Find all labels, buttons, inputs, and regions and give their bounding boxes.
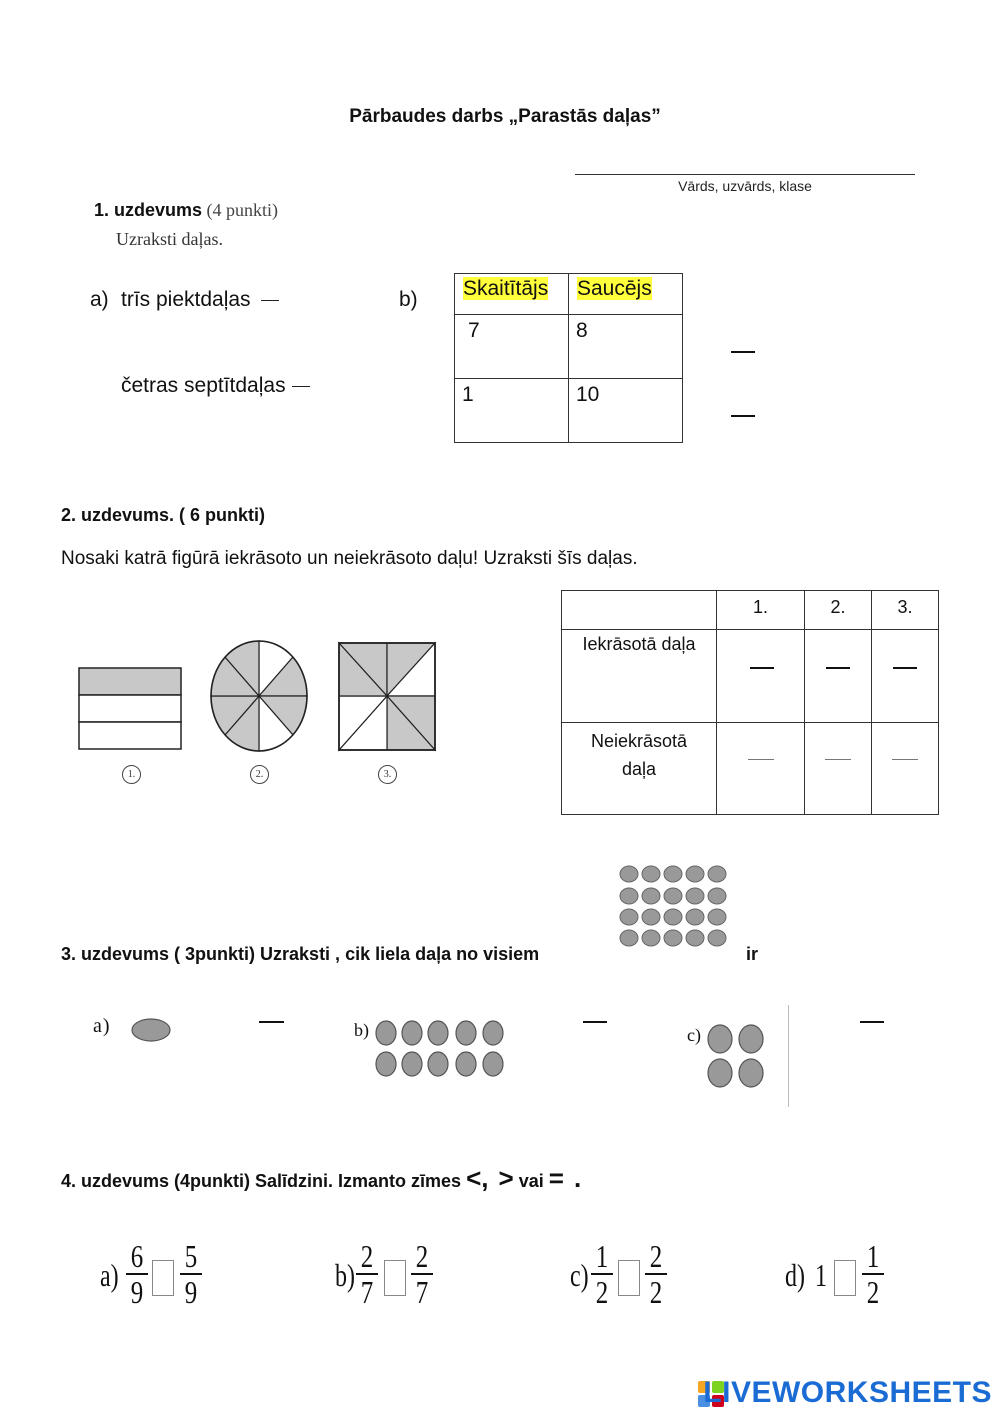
dots-group-20 (614, 862, 736, 952)
fraction-b-left (356, 1238, 378, 1310)
answer-cell[interactable] (872, 630, 939, 723)
fraction-answer-dash[interactable] (261, 300, 279, 301)
table-header (569, 274, 683, 315)
fraction-d-right (862, 1238, 884, 1310)
numerator: 1 (595, 1238, 609, 1274)
numerator: 5 (184, 1238, 198, 1274)
name-input-line[interactable] (575, 174, 915, 175)
row-label-unshaded (562, 723, 717, 815)
fraction-answer-dash[interactable] (893, 667, 917, 669)
denominator: 7 (415, 1274, 429, 1310)
numerator: 2 (360, 1238, 374, 1274)
task1-instruction: Uzraksti daļas. (116, 229, 223, 249)
fraction-answer-dash[interactable] (731, 415, 755, 417)
header-numerator: Skaitītājs (463, 277, 549, 300)
fraction-c-right (645, 1238, 667, 1310)
figure-rectangle (79, 668, 181, 749)
cell-value: 7 (468, 319, 480, 342)
figure-label-text: 2. (250, 765, 269, 784)
figure-circle (211, 641, 307, 751)
answer-cell[interactable] (805, 630, 872, 723)
task3-b-label: b) (354, 1020, 369, 1040)
task1-points: (4 punkti) (206, 200, 279, 220)
fraction-b-right (411, 1238, 433, 1310)
row-label-shaded: Iekrāsotā daļa (562, 630, 717, 723)
fraction-c-left (591, 1238, 613, 1310)
task1-a-label: a) (90, 288, 109, 311)
table-header (455, 274, 569, 315)
task2-figures (70, 630, 450, 760)
fraction-answer-dash[interactable] (860, 1021, 884, 1023)
table-cell (455, 315, 569, 379)
symbol-equal: = (548, 1163, 564, 1193)
answer-cell[interactable] (717, 723, 805, 815)
table-header-empty (562, 591, 717, 630)
task1-title: 1. uzdevums (94, 200, 203, 220)
task4-heading: 4. uzdevums (4punkti) Salīdzini. Izmanto zīmes (61, 1171, 462, 1191)
denominator: 2 (595, 1274, 609, 1310)
task1-table (454, 273, 683, 443)
numerator: 1 (866, 1238, 880, 1274)
table-cell (569, 379, 683, 443)
dots-group-1 (130, 1017, 174, 1043)
task1-b-label: b) (399, 288, 418, 311)
fraction-answer-dash[interactable] (259, 1021, 284, 1023)
task4-heading-row (61, 1163, 581, 1194)
fraction-answer-dash[interactable] (292, 386, 310, 387)
table-header: 1. (717, 591, 805, 630)
fraction-answer-dash[interactable] (750, 667, 774, 669)
compare-box-d[interactable] (834, 1260, 856, 1296)
task4-b-label: b) (335, 1257, 355, 1293)
task2-table (561, 590, 939, 815)
fraction-a-left (126, 1238, 148, 1310)
symbol-or: vai (518, 1171, 544, 1191)
table-header: 3. (872, 591, 939, 630)
task4-a-label: a) (100, 1257, 119, 1293)
task2-heading: 2. uzdevums. ( 6 punkti) (61, 505, 266, 525)
figure-label-text: 3. (378, 765, 397, 784)
denominator: 9 (130, 1274, 144, 1310)
cell-value: 1 (462, 383, 474, 406)
symbol-greater: > (498, 1163, 514, 1193)
compare-box-a[interactable] (152, 1260, 174, 1296)
answer-cell[interactable] (872, 723, 939, 815)
symbol-period: . (573, 1163, 582, 1193)
table-cell (569, 315, 683, 379)
denominator: 7 (360, 1274, 374, 1310)
task4-c-label: c) (570, 1257, 589, 1293)
compare-box-b[interactable] (384, 1260, 406, 1296)
compare-box-c[interactable] (618, 1260, 640, 1296)
fraction-answer-dash[interactable] (892, 759, 918, 760)
figure-label-2 (250, 764, 269, 784)
answer-cell[interactable] (717, 630, 805, 723)
task1-a-line2 (121, 374, 310, 398)
task1-heading (94, 200, 278, 221)
answer-cell[interactable] (805, 723, 872, 815)
fraction-answer-dash[interactable] (826, 667, 850, 669)
symbol-less: <, (466, 1163, 489, 1193)
row-label-line: Neiekrāsotā (590, 731, 688, 751)
denominator: 2 (649, 1274, 663, 1310)
fraction-answer-dash[interactable] (825, 759, 851, 760)
figure-label-3 (378, 764, 397, 784)
task4-d-whole: 1 (815, 1257, 827, 1293)
cell-value: 10 (576, 383, 600, 406)
task2-instruction: Nosaki katrā figūrā iekrāsoto un neiekrāsoto daļu! Uzraksti šīs daļas. (61, 548, 638, 569)
page-title: Pārbaudes darbs „Parastās daļas” (349, 106, 661, 127)
task3-c-label: c) (687, 1025, 701, 1045)
task1-a-text2: četras septītdaļas (121, 374, 286, 397)
figure-label-1 (122, 764, 141, 784)
fraction-answer-dash[interactable] (731, 351, 755, 353)
numerator: 6 (130, 1238, 144, 1274)
dots-group-10 (372, 1018, 508, 1080)
brand-wordmark: LIVEWORKSHEETS (703, 1376, 992, 1409)
divider (788, 1005, 789, 1107)
numerator: 2 (649, 1238, 663, 1274)
task4-d-label: d) (785, 1257, 805, 1293)
task3-heading: 3. uzdevums ( 3punkti) Uzraksti , cik liela daļa no visiem (61, 944, 540, 964)
header-denominator: Saucējs (577, 277, 652, 300)
figure-square (339, 643, 435, 750)
task3-suffix: ir (746, 944, 759, 964)
table-header: 2. (805, 591, 872, 630)
task1-a-text1: trīs piektdaļas (121, 288, 251, 311)
dots-group-4 (704, 1022, 770, 1090)
task3-a-label: a) (93, 1015, 111, 1037)
fraction-answer-dash[interactable] (583, 1021, 607, 1023)
cell-value: 8 (576, 319, 588, 342)
denominator: 9 (184, 1274, 198, 1310)
row-label-line: daļa (621, 759, 657, 779)
task1-a-line1 (121, 288, 279, 312)
numerator: 2 (415, 1238, 429, 1274)
figure-label-text: 1. (122, 765, 141, 784)
table-cell (455, 379, 569, 443)
denominator: 2 (866, 1274, 880, 1310)
name-label: Vārds, uzvārds, klase (678, 178, 812, 194)
fraction-a-right (180, 1238, 202, 1310)
fraction-answer-dash[interactable] (748, 759, 774, 760)
